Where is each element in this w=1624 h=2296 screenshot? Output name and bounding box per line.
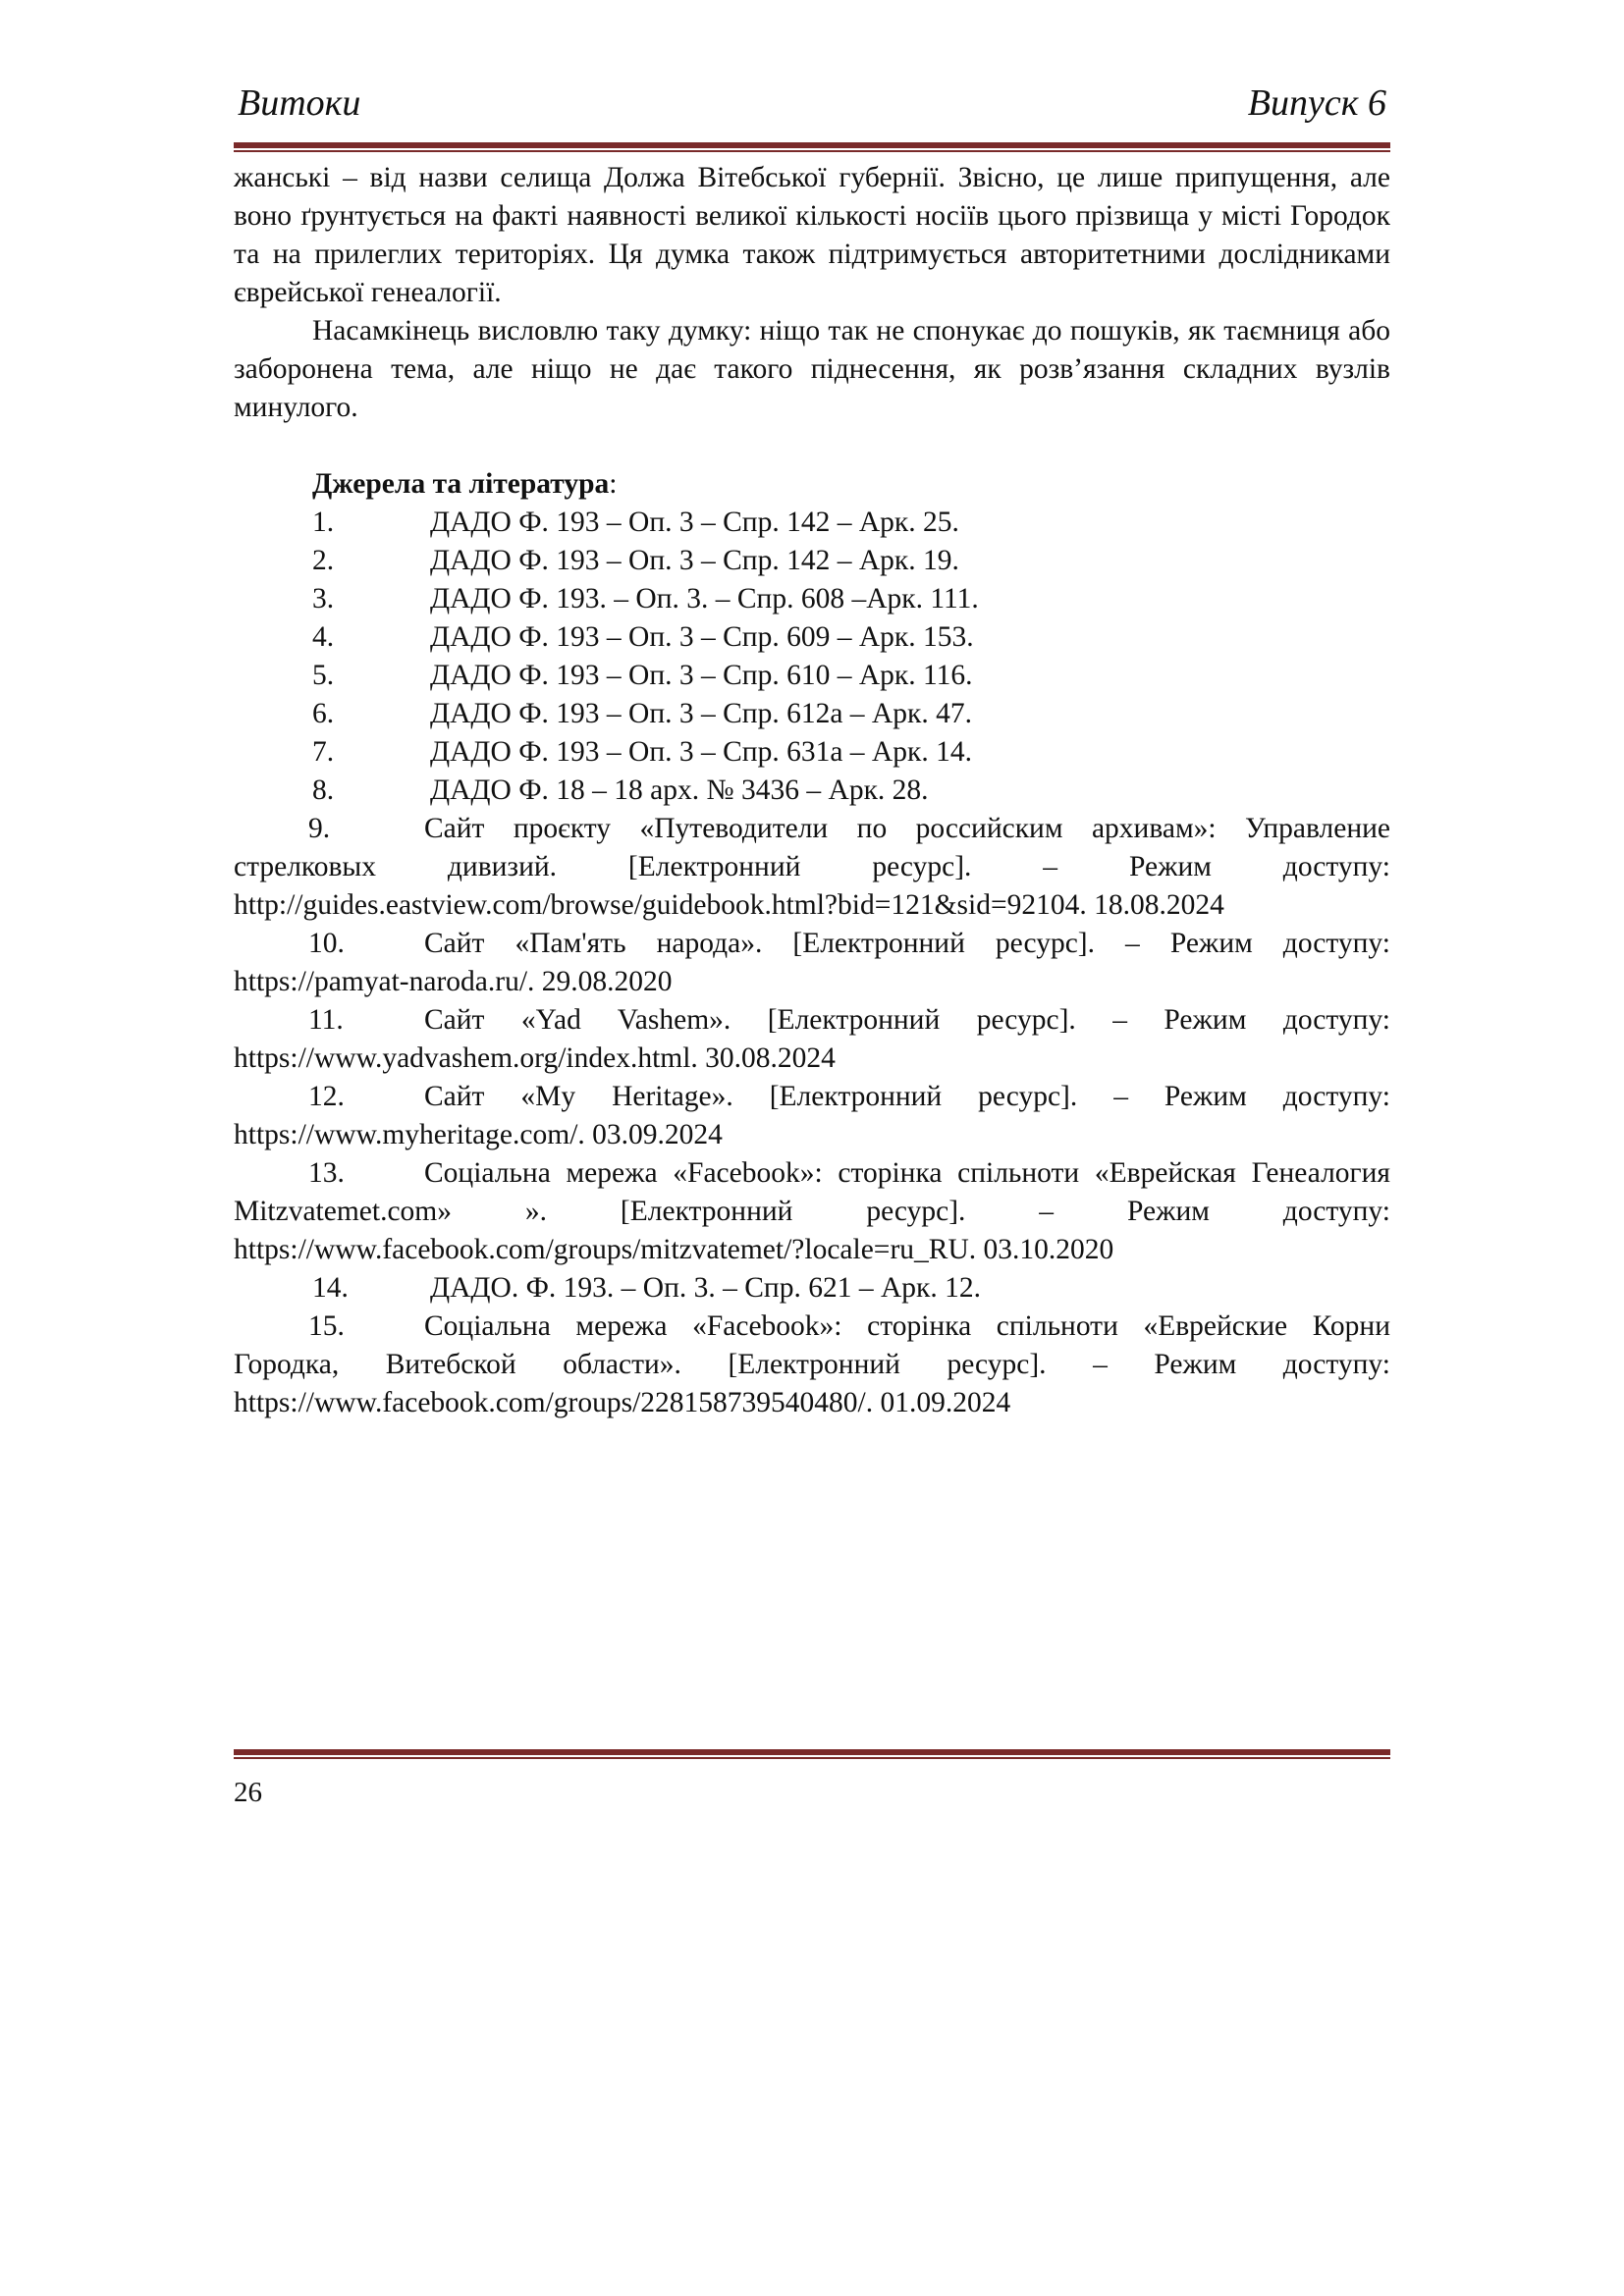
reference-number: 11.	[308, 1004, 344, 1036]
journal-title: Витоки	[238, 82, 361, 124]
reference-number: 10.	[308, 928, 345, 959]
reference-number: 7.	[312, 736, 335, 768]
reference-number: 4.	[312, 621, 335, 653]
sources-heading	[234, 465, 1390, 504]
reference-number: 8.	[312, 774, 335, 806]
reference-item	[234, 580, 1390, 618]
reference-text: Соціальна мережа «Facebook»: сторінка спільноти «Еврейская Генеалогия Mitzvatemet.com» ». [Електронний ресурс]. – Режим доступу: https://www.facebook.com/groups/mitzvatemet/?locale=ru_RU. 03.10.2020	[234, 1157, 1390, 1265]
reference-text: Соціальна мережа «Facebook»: сторінка спільноти «Еврейские Корни Городка, Витебской области». [Електронний ресурс]. – Режим доступу: https://www.facebook.com/groups/228158739540480/. 01.09.2024	[234, 1310, 1390, 1418]
section-spacer	[234, 427, 1390, 465]
reference-item	[234, 772, 1390, 810]
reference-item	[234, 618, 1390, 657]
reference-number: 13.	[308, 1157, 345, 1189]
reference-item	[234, 542, 1390, 580]
reference-item	[234, 504, 1390, 542]
reference-text: Сайт «Yad Vashem». [Електронний ресурс]. – Режим доступу: https://www.yadvashem.org/index.html. 30.08.2024	[234, 1004, 1390, 1074]
body-paragraph-1: жанські – від назви селища Должа Вітебської губернії. Звісно, це лише припущення, але воно ґрунтується на факті наявності великої кількості носіїв цього прізвища у місті Городок та на прилеглих територіях. Ця думка також підтримується авторитетними дослідниками єврейської генеалогії.	[234, 162, 1390, 308]
sources-heading-text: Джерела та література	[312, 468, 610, 500]
running-header	[234, 79, 1390, 128]
body-paragraph-2: Насамкінець висловлю таку думку: ніщо так не спонукає до пошуків, як таємниця або заборонена тема, але ніщо не дає такого піднесення, як розв’язання складних вузлів минулого.	[234, 315, 1390, 423]
reference-list	[234, 504, 1390, 1422]
reference-item	[234, 1001, 1390, 1078]
sources-heading-colon: :	[609, 468, 618, 500]
reference-text: ДАДО Ф. 193 – Оп. 3 – Спр. 609 – Арк. 153.	[430, 621, 974, 653]
reference-text: ДАДО Ф. 193. – Оп. 3. – Спр. 608 –Арк. 111.	[430, 583, 979, 614]
reference-number: 15.	[308, 1310, 345, 1342]
page-content	[234, 159, 1390, 1422]
reference-item	[234, 695, 1390, 733]
reference-item	[234, 810, 1390, 925]
reference-text: ДАДО Ф. 193 – Оп. 3 – Спр. 612а – Арк. 47.	[430, 698, 972, 729]
reference-item	[234, 1078, 1390, 1154]
reference-item	[234, 1154, 1390, 1269]
reference-text: ДАДО Ф. 193 – Оп. 3 – Спр. 142 – Арк. 25.	[430, 507, 959, 538]
footer-rule	[234, 1749, 1390, 1759]
reference-item	[234, 925, 1390, 1001]
issue-label: Випуск 6	[1247, 82, 1386, 124]
reference-text: Сайт «My Heritage». [Електронний ресурс]. – Режим доступу: https://www.myheritage.com/. 03.09.2024	[234, 1081, 1390, 1150]
reference-text: ДАДО Ф. 193 – Оп. 3 – Спр. 631а – Арк. 14.	[430, 736, 972, 768]
reference-text: Сайт проєкту «Путеводители по российским архивам»: Управление стрелковых дивизий. [Електронний ресурс]. – Режим доступу: http://guides.eastview.com/browse/guidebook.html?bid=121&sid=92104. 18.08.2024	[234, 813, 1390, 921]
reference-number: 14.	[312, 1272, 349, 1304]
reference-text: ДАДО Ф. 193 – Оп. 3 – Спр. 142 – Арк. 19.	[430, 545, 959, 576]
reference-number: 12.	[308, 1081, 345, 1112]
reference-number: 2.	[312, 545, 335, 576]
reference-item	[234, 657, 1390, 695]
reference-text: Сайт «Пам'ять народа». [Електронний ресурс]. – Режим доступу: https://pamyat-naroda.ru/. 29.08.2020	[234, 928, 1390, 997]
reference-text: ДАДО Ф. 193 – Оп. 3 – Спр. 610 – Арк. 116.	[430, 660, 973, 691]
reference-text: ДАДО. Ф. 193. – Оп. 3. – Спр. 621 – Арк. 12.	[430, 1272, 981, 1304]
reference-item	[234, 1308, 1390, 1422]
reference-number: 5.	[312, 660, 335, 691]
reference-number: 3.	[312, 583, 335, 614]
header-rule	[234, 142, 1390, 152]
reference-text: ДАДО Ф. 18 – 18 арх. № 3436 – Арк. 28.	[430, 774, 929, 806]
reference-item	[234, 1269, 1390, 1308]
page-number: 26	[234, 1777, 262, 1808]
reference-number: 6.	[312, 698, 335, 729]
reference-number: 9.	[308, 813, 331, 844]
reference-item	[234, 733, 1390, 772]
reference-number: 1.	[312, 507, 335, 538]
